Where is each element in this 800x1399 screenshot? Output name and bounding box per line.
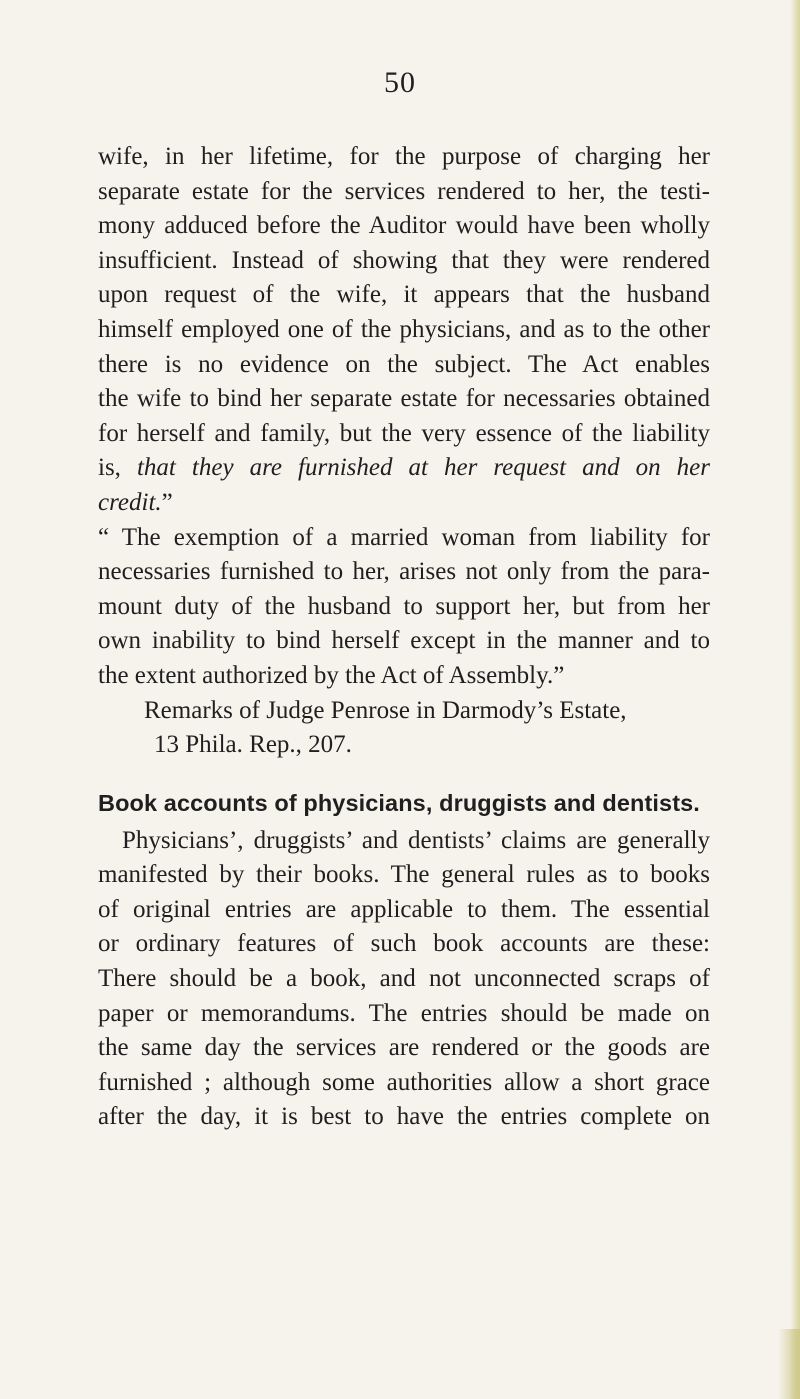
section-paragraph bbox=[98, 824, 710, 1135]
text-line: the extent authorized by the Act of Assembly.” bbox=[98, 661, 565, 689]
citation bbox=[98, 694, 710, 763]
italic-emphasis: that they are furnished at her request and on her bbox=[136, 454, 711, 482]
section-heading: Book accounts of physicians, druggists and dentists. bbox=[98, 789, 700, 816]
text-line: there is no evidence on the subject. The Act enables bbox=[98, 350, 710, 378]
text-fragment: is, bbox=[98, 454, 121, 482]
italic-emphasis: credit. bbox=[98, 488, 162, 516]
text-line: own inability to bind herself except in the manner and to bbox=[98, 627, 710, 655]
text-line: manifested by their books. The general rules as to books bbox=[98, 861, 710, 889]
text-line: for herself and family, but the very essence of the liability bbox=[98, 419, 710, 447]
text-line-mixed bbox=[98, 486, 710, 521]
text-line: furnished ; although some authorities allow a short grace bbox=[98, 1068, 710, 1096]
text-line: wife, in her lifetime, for the purpose of charging her bbox=[98, 143, 710, 170]
text-line: Physicians’, druggists’ and dentists’ claims are generally bbox=[122, 826, 710, 854]
text-line: or ordinary features of such book accounts are these: bbox=[98, 930, 710, 958]
text-line: the same day the services are rendered or the goods are bbox=[98, 1034, 710, 1062]
text-line: after the day, it is best to have the entries complete on bbox=[98, 1103, 710, 1131]
closing-quote: ” bbox=[161, 488, 173, 516]
page-body bbox=[98, 140, 710, 1135]
text-line: separate estate for the services rendered to her, the testi- bbox=[98, 177, 710, 205]
text-line: necessaries furnished to her, arises not only from the para- bbox=[98, 558, 710, 586]
citation-line: 13 Phila. Rep., 207. bbox=[154, 731, 352, 759]
text-line: upon request of the wife, it appears that the husband bbox=[98, 281, 710, 309]
text-line: paper or memorandums. The entries should be made on bbox=[98, 999, 710, 1027]
text-line-mixed bbox=[98, 451, 710, 486]
page-number: 50 bbox=[384, 66, 416, 99]
text-line: There should be a book, and not unconnected scraps of bbox=[98, 965, 710, 993]
text-line: the wife to bind her separate estate for necessaries obtained bbox=[98, 385, 710, 413]
text-line: “ The exemption of a married woman from liability for bbox=[98, 523, 710, 551]
page-edge-shadow bbox=[790, 0, 800, 1399]
text-line: insufficient. Instead of showing that they were rendered bbox=[98, 246, 710, 274]
paragraph-liability-of-wife bbox=[98, 140, 710, 521]
text-line: mount duty of the husband to support her, but from her bbox=[98, 592, 710, 620]
paragraph-exemption-quote bbox=[98, 521, 710, 694]
page-corner-shadow bbox=[778, 1329, 800, 1399]
citation-line: Remarks of Judge Penrose in Darmody’s Estate, bbox=[144, 696, 627, 724]
text-line: mony adduced before the Auditor would have been wholly bbox=[98, 212, 710, 240]
text-line: of original entries are applicable to them. The essential bbox=[98, 895, 710, 923]
text-line: himself employed one of the physicians, and as to the other bbox=[98, 315, 710, 343]
